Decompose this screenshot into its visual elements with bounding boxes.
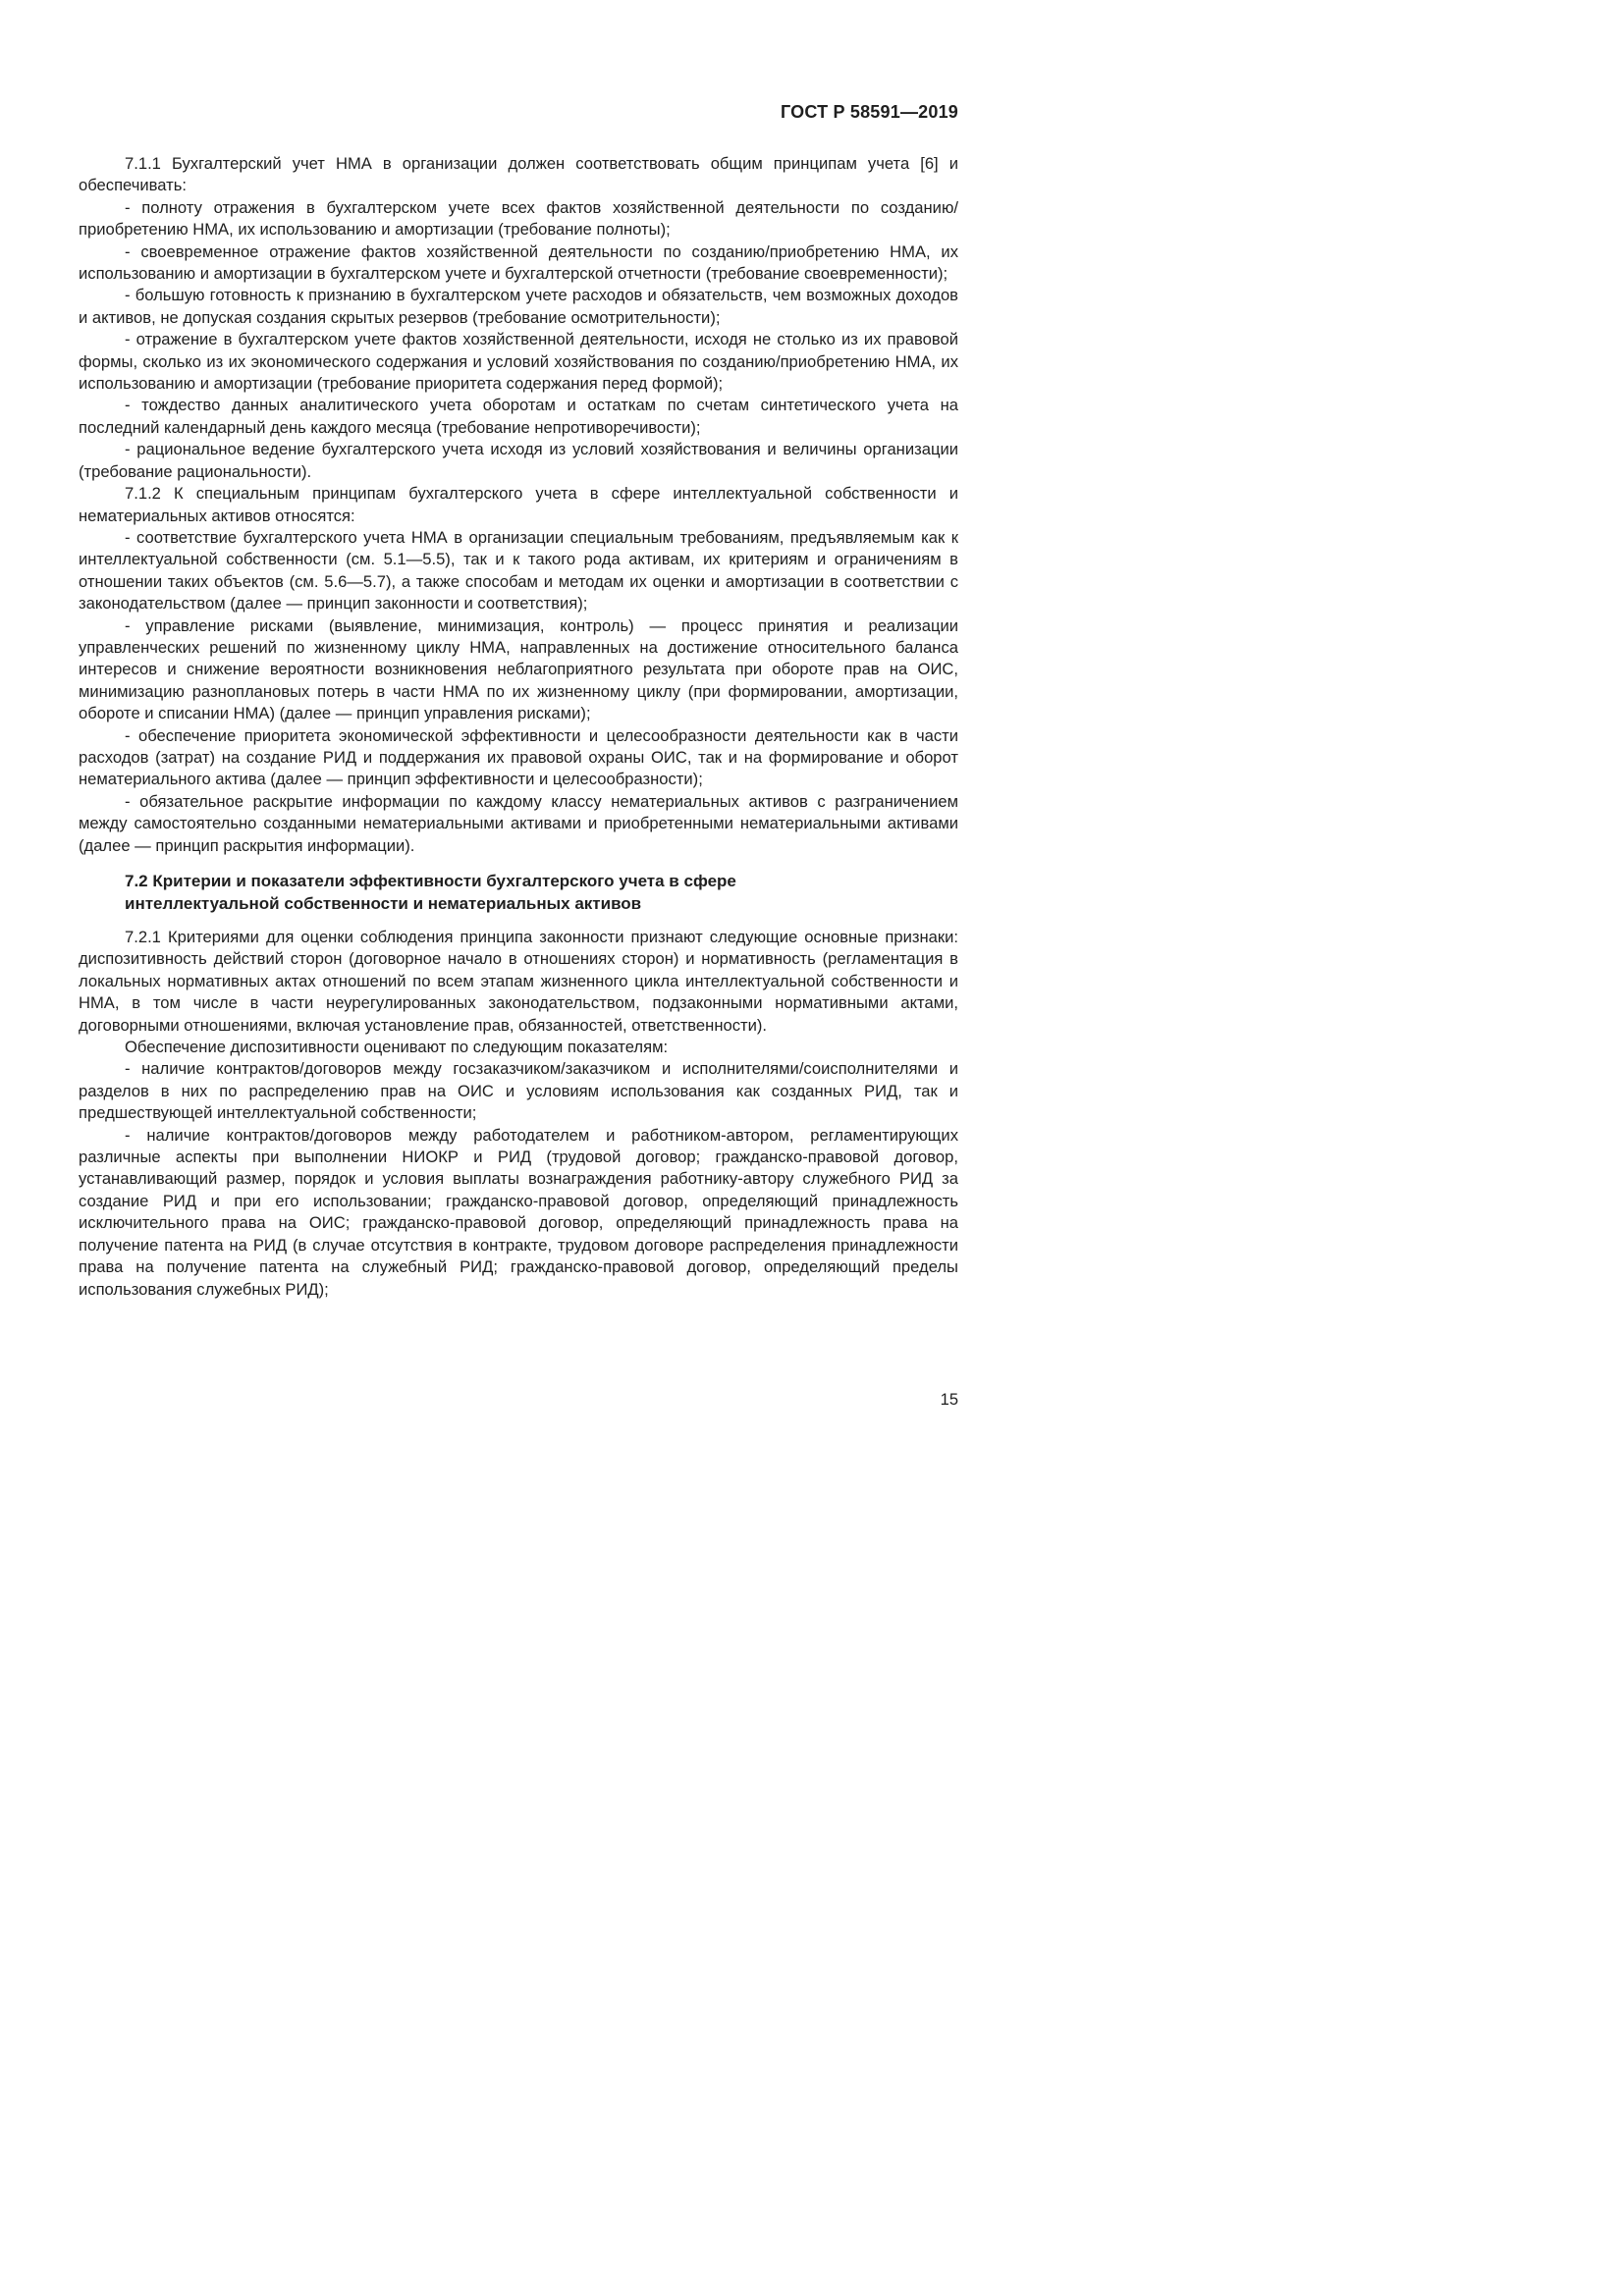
list-item-legality: - соответствие бухгалтерского учета НМА в организации специальным требованиям, предъявляемым как к интеллектуальной собственности (см. 5.1—5.5), так и к такого рода активам, их критериям и ограничениям в отношении таких объектов (см. 5.6—5.7), а также способам и методам их оценки и амортизации в соответствии с законодательством (далее — принцип законности и соответствия);: [79, 527, 958, 614]
section-heading-7-2: 7.2 Критерии и показатели эффективности бухгалтерского учета в сфере интеллектуальной собственности и нематериальных активов: [125, 872, 736, 913]
document-code-header: ГОСТ Р 58591—2019: [780, 102, 958, 122]
paragraph-7-1-1: 7.1.1 Бухгалтерский учет НМА в организации должен соответствовать общим принципам учета [6] и обеспечивать:: [79, 154, 958, 195]
list-item-efficiency: - обеспечение приоритета экономической эффективности и целесообразности деятельности как в части расходов (затрат) на создание РИД и поддержания их правовой охраны ОИС, так и на формирование и оборот нематериального актива (далее — принцип эффективности и целесообразности);: [79, 725, 958, 789]
list-item-substance-over-form: - отражение в бухгалтерском учете фактов хозяйственной деятельности, исходя не столько из их правовой формы, сколько из их экономического содержания и условий хозяйствования по созданию/приобретению НМА, их использованию и амортизации (требование приоритета содержания перед формой);: [79, 330, 958, 394]
list-item-completeness: - полноту отражения в бухгалтерском учете всех фактов хозяйственной деятельности по созданию/приобретению НМА, их использованию и амортизации (требование полноты);: [79, 197, 958, 240]
list-item-consistency: - тождество данных аналитического учета оборотам и остаткам по счетам синтетического учета на последний календарный день каждого месяца (требование непротиворечивости);: [79, 396, 958, 437]
list-item-prudence: - большую готовность к признанию в бухгалтерском учете расходов и обязательств, чем возможных доходов и активов, не допуская создания скрытых резервов (требование осмотрительности);: [79, 286, 958, 327]
document-page: [0, 0, 1080, 1529]
list-item-rationality: - рациональное ведение бухгалтерского учета исходя из условий хозяйствования и величины организации (требование рациональности).: [79, 440, 958, 481]
paragraph-7-1-2: 7.1.2 К специальным принципам бухгалтерского учета в сфере интеллектуальной собственности и нематериальных активов относятся:: [79, 484, 958, 525]
list-item-contracts-customer: - наличие контрактов/договоров между госзаказчиком/заказчиком и исполнителями/соисполнителями и разделов в них по распределению прав на ОИС и условиям использования как созданных РИД, так и предшествующей интеллектуальной собственности;: [79, 1059, 958, 1123]
list-item-contracts-employer: - наличие контрактов/договоров между работодателем и работником-автором, регламентирующих различные аспекты при выполнении НИОКР и РИД (трудовой договор; гражданско-правовой договор, устанавливающий размер, порядок и условия выплаты вознаграждения работнику-автору служебного РИД за создание РИД и при его использовании; гражданско-правовой договор, определяющий принадлежность исключительного права на ОИС; гражданско-правовой договор, определяющий принадлежность права на получение патента на РИД (в случае отсутствия в контракте, трудовом договоре распределения принадлежности права на получение патента на служебный РИД; гражданско-правовой договор, определяющий пределы использования служебных РИД);: [79, 1125, 958, 1299]
list-item-timeliness: - своевременное отражение фактов хозяйственной деятельности по созданию/приобретению НМА, их использованию и амортизации в бухгалтерском учете и бухгалтерской отчетности (требование своевременности);: [79, 241, 958, 284]
paragraph-dispositivity-intro: Обеспечение диспозитивности оценивают по следующим показателям:: [125, 1038, 669, 1057]
paragraph-7-2-1: 7.2.1 Критериями для оценки соблюдения принципа законности признают следующие основные признаки: диспозитивность действий сторон (договорное начало в отношениях сторон) и нормативность (регламентация в локальных нормативных актах отношений по всем этапам жизненного цикла интеллектуальной собственности и НМА, в том числе в части неурегулированных законодательством, подзаконными нормативными актами, договорными отношениями, включая установление прав, обязанностей, ответственности).: [79, 928, 958, 1035]
page-number: 15: [940, 1391, 958, 1409]
list-item-disclosure: - обязательное раскрытие информации по каждому классу нематериальных активов с разграничением между самостоятельно созданными нематериальными активами и приобретенными нематериальными активами (далее — принцип раскрытия информации).: [79, 791, 958, 855]
document-body: [79, 153, 958, 1301]
list-item-risk-management: - управление рисками (выявление, минимизация, контроль) — процесс принятия и реализации управленческих решений по жизненному циклу НМА, направленных на достижение относительного баланса интересов и снижение вероятности возникновения неблагоприятного результата при обороте прав на ОИС, минимизацию разноплановых потерь в части НМА по их жизненному циклу (при формировании, амортизации, обороте и списании НМА) (далее — принцип управления рисками);: [79, 615, 958, 723]
